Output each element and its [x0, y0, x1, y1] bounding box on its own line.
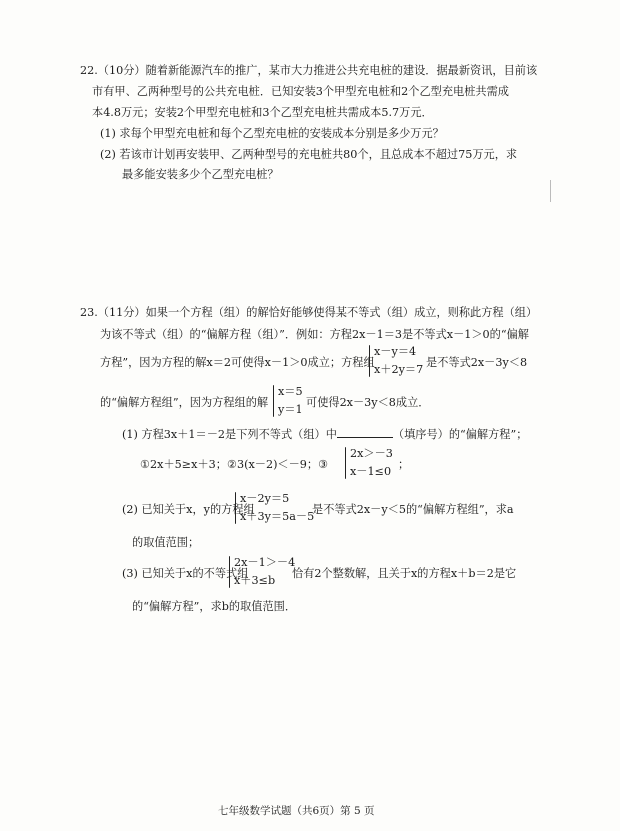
option-3-brace	[345, 447, 346, 479]
q23-part-3-end: 的“偏解方程”，求b的取值范围．	[132, 600, 297, 613]
option-3-ineq1: 2x＞－3	[350, 447, 393, 460]
q23-line-2: 为该不等式（组）的“偏解方程（组）”．例如：方程2x－1＝3是不等式x－1＞0的“偏解	[100, 328, 529, 341]
q22-line-3: 本4.8万元；安装2个甲型充电桩和3个乙型充电桩共需成本5.7万元．	[92, 106, 433, 119]
example-system-eq2: x＋2y＝7	[374, 363, 424, 376]
q23-line-3: 方程”，因为方程的解x＝2可使得x－1＞0成立；方程组	[100, 356, 375, 369]
q23-options: ①2x＋5≥x＋3；②3(x－2)＜－9；③	[140, 458, 329, 471]
q22-part-2-cont: 最多能安装多少个乙型充电桩？	[122, 168, 279, 181]
q23-part-3-cont: 恰有2个整数解，且关于x的方程x＋b＝2是它	[292, 567, 517, 580]
q23-line-4: 的“偏解方程组”，因为方程组的解	[100, 396, 269, 409]
page-footer: 七年级数学试题（共6页）第 5 页	[218, 805, 375, 817]
answer-blank	[337, 427, 393, 438]
q23-line-3-cont: 是不等式2x－3y＜8	[426, 356, 528, 369]
system-2-eq1: x－2y＝5	[240, 492, 290, 505]
option-end: ；	[398, 458, 410, 471]
q23-part-2-cont: 是不等式2x－y＜5的“偏解方程组”，求a	[312, 503, 514, 516]
solution-brace	[273, 385, 274, 417]
option-3-ineq2: x－1≤0	[350, 465, 392, 478]
q23-part-3: (3) 已知关于x的不等式组	[122, 567, 249, 580]
solution-y: y＝1	[278, 403, 303, 416]
q23-part-2-end: 的取值范围；	[132, 536, 200, 549]
q23-line-1: 23.（11分）如果一个方程（组）的解恰好能够使得某不等式（组）成立，则称此方程（组）	[80, 306, 538, 319]
system-3-ineq1: 2x－1＞－4	[234, 556, 296, 569]
q23-part-1-text-end: （填序号）的“偏解方程”；	[392, 428, 528, 441]
q22-line-2: 市有甲、乙两种型号的公共充电桩．已知安装3个甲型充电桩和2个乙型充电桩共需成	[92, 85, 509, 98]
q23-part-1-text: (1) 方程3x＋1＝－2是下列不等式（组）中	[122, 428, 337, 441]
margin-mark	[550, 180, 551, 202]
q22-part-2: (2) 若该市计划再安装甲、乙两种型号的充电桩共80个，且总成本不超过75万元，求	[100, 148, 518, 161]
q23-part-1	[122, 427, 527, 442]
q22-part-1: (1) 求每个甲型充电桩和每个乙型充电桩的安装成本分别是多少万元？	[100, 127, 444, 140]
system-3-ineq2: x＋3≤b	[234, 574, 276, 587]
solution-x: x＝5	[278, 385, 303, 398]
system-3-brace	[229, 556, 230, 588]
system-brace	[369, 345, 370, 377]
q23-line-4-cont: 可使得2x－3y＜8成立．	[306, 396, 430, 409]
example-system-eq1: x－y＝4	[374, 345, 417, 358]
system-2-brace	[235, 492, 236, 524]
q22-line-1: 22.（10分）随着新能源汽车的推广，某市大力推进公共充电桩的建设．据最新资讯，目前该	[80, 64, 538, 77]
q23-part-2: (2) 已知关于x，y的方程组	[122, 503, 255, 516]
system-2-eq2: x＋3y＝5a－5	[240, 510, 315, 523]
